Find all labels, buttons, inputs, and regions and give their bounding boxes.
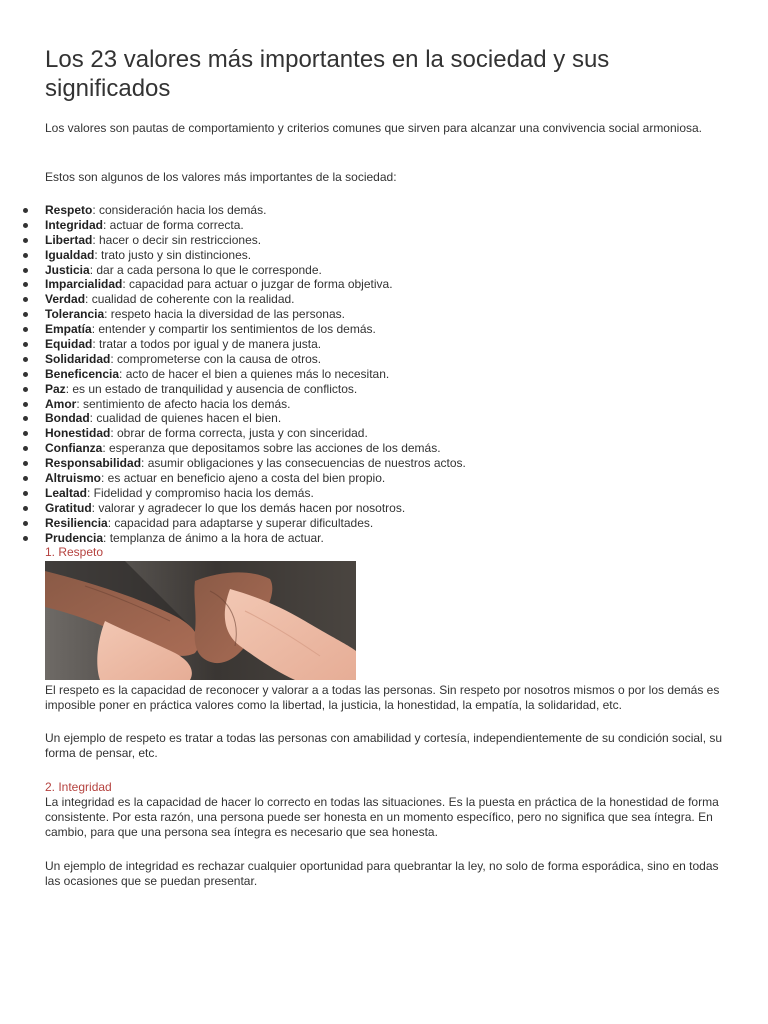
value-term: Empatía	[45, 322, 92, 337]
value-description: : actuar de forma correcta.	[103, 217, 244, 232]
value-description: : cualidad de quienes hacen el bien.	[89, 411, 282, 426]
intro-paragraph: Los valores son pautas de comportamiento y criterios comunes que sirven para alcanzar una convivencia social armoniosa.	[45, 121, 703, 135]
bullet-icon	[23, 431, 28, 436]
value-description: : Fidelidad y compromiso hacia los demás.	[87, 485, 314, 500]
values-list	[45, 203, 735, 545]
value-term: Integridad	[45, 217, 104, 232]
bullet-icon	[23, 223, 28, 228]
bullet-icon	[23, 402, 28, 407]
bullet-icon	[23, 268, 28, 273]
value-description: : acto de hacer el bien a quienes más lo necesitan.	[119, 366, 390, 381]
value-term: Libertad	[45, 232, 93, 247]
bullet-icon	[23, 521, 28, 526]
value-description: : cualidad de coherente con la realidad.	[85, 292, 295, 307]
value-term: Verdad	[45, 292, 86, 307]
value-term: Amor	[45, 396, 77, 411]
value-term: Bondad	[45, 411, 90, 426]
value-description: : templanza de ánimo a la hora de actuar.	[103, 530, 324, 545]
value-item	[45, 292, 735, 307]
respeto-paragraph-2: Un ejemplo de respeto es tratar a todas las personas con amabilidad y cortesía, independientemente de su condición social, su forma de pensar, etc.	[45, 731, 723, 760]
value-item	[45, 456, 735, 471]
bullet-icon	[23, 461, 28, 466]
page-title: Los 23 valores más importantes en la sociedad y sus significados	[45, 46, 610, 102]
value-description: : asumir obligaciones y las consecuencias de nuestros actos.	[141, 456, 466, 471]
value-term: Justicia	[45, 262, 90, 277]
value-item	[45, 337, 735, 352]
value-description: : entender y compartir los sentimientos de los demás.	[91, 322, 376, 337]
respeto-paragraph-1: El respeto es la capacidad de reconocer y valorar a a todas las personas. Sin respeto por nosotros mismos o por los demás es imposible poner en práctica valores como la libertad, la justicia, la honestidad, la empatía, la solidaridad, etc.	[45, 683, 720, 712]
value-item	[45, 367, 735, 382]
value-item	[45, 352, 735, 367]
bullet-icon	[23, 282, 28, 287]
value-item	[45, 203, 735, 218]
bullet-icon	[23, 446, 28, 451]
value-term: Honestidad	[45, 426, 111, 441]
value-item	[45, 441, 735, 456]
value-description: : es un estado de tranquilidad y ausencia de conflictos.	[65, 381, 358, 396]
value-item	[45, 426, 735, 441]
value-term: Respeto	[45, 203, 93, 217]
value-item	[45, 218, 735, 233]
bullet-icon	[23, 387, 28, 392]
value-description: : hacer o decir sin restricciones.	[92, 232, 262, 247]
bullet-icon	[23, 342, 28, 347]
bullet-icon	[23, 372, 28, 377]
bullet-icon	[23, 327, 28, 332]
value-item	[45, 501, 735, 516]
value-item	[45, 516, 735, 531]
value-term: Beneficencia	[45, 366, 120, 381]
value-description: : es actuar en beneficio ajeno a costa del bien propio.	[101, 471, 386, 486]
value-term: Lealtad	[45, 485, 88, 500]
value-item	[45, 277, 735, 292]
bullet-icon	[23, 491, 28, 496]
value-item	[45, 233, 735, 248]
value-description: : capacidad para adaptarse y superar dificultades.	[107, 515, 374, 530]
value-item	[45, 307, 735, 322]
section-heading-integridad: 2. Integridad	[45, 780, 112, 794]
bullet-icon	[23, 357, 28, 362]
value-description: : tratar a todos por igual y de manera justa.	[92, 337, 322, 352]
bullet-icon	[23, 253, 28, 258]
value-item	[45, 471, 735, 486]
value-term: Equidad	[45, 337, 93, 352]
value-term: Igualdad	[45, 247, 95, 262]
value-description: : esperanza que depositamos sobre las acciones de los demás.	[102, 441, 441, 456]
value-description: : consideración hacia los demás.	[92, 203, 267, 217]
section-heading-respeto: 1. Respeto	[45, 545, 104, 559]
value-item	[45, 263, 735, 278]
value-item	[45, 411, 735, 426]
value-description: : sentimiento de afecto hacia los demás.	[76, 396, 291, 411]
integridad-paragraph-2: Un ejemplo de integridad es rechazar cualquier oportunidad para quebrantar la ley, no solo de forma esporádica, sino en todas las ocasiones que se puedan presentar.	[45, 859, 719, 888]
bullet-icon	[23, 536, 28, 541]
value-term: Gratitud	[45, 500, 92, 515]
value-description: : capacidad para actuar o juzgar de forma objetiva.	[122, 277, 393, 292]
bullet-icon	[23, 312, 28, 317]
bullet-icon	[23, 506, 28, 511]
value-description: : obrar de forma correcta, justa y con sinceridad.	[110, 426, 368, 441]
value-item	[45, 531, 735, 546]
value-description: : valorar y agradecer lo que los demás hacen por nosotros.	[91, 500, 406, 515]
hands-photo	[45, 561, 356, 680]
value-item	[45, 248, 735, 263]
value-description: : trato justo y sin distinciones.	[94, 247, 252, 262]
value-term: Tolerancia	[45, 307, 105, 322]
value-description: : comprometerse con la causa de otros.	[110, 351, 322, 366]
value-term: Solidaridad	[45, 351, 111, 366]
bullet-icon	[23, 416, 28, 421]
value-description: : dar a cada persona lo que le corresponde.	[89, 262, 322, 277]
value-item	[45, 486, 735, 501]
value-term: Paz	[45, 381, 66, 396]
bullet-icon	[23, 238, 28, 243]
list-intro-paragraph: Estos son algunos de los valores más importantes de la sociedad:	[45, 170, 397, 184]
value-item	[45, 382, 735, 397]
value-term: Imparcialidad	[45, 277, 123, 292]
bullet-icon	[23, 297, 28, 302]
hands-image	[45, 561, 356, 680]
value-item	[45, 397, 735, 412]
bullet-icon	[23, 476, 28, 481]
value-term: Confianza	[45, 441, 103, 456]
value-term: Resiliencia	[45, 515, 108, 530]
bullet-icon	[23, 208, 28, 213]
value-term: Responsabilidad	[45, 456, 142, 471]
integridad-paragraph-1: La integridad es la capacidad de hacer lo correcto en todas las situaciones. Es la puesta en práctica de la honestidad de forma consistente. Por esta razón, una persona puede ser honesta en un momento específico, pero no significa que sea íntegra. En cambio, para que una persona sea íntegra es necesario que sea honesta.	[45, 795, 719, 839]
value-term: Altruismo	[45, 471, 102, 486]
value-item	[45, 322, 735, 337]
value-description: : respeto hacia la diversidad de las personas.	[104, 307, 345, 322]
value-term: Prudencia	[45, 530, 104, 545]
